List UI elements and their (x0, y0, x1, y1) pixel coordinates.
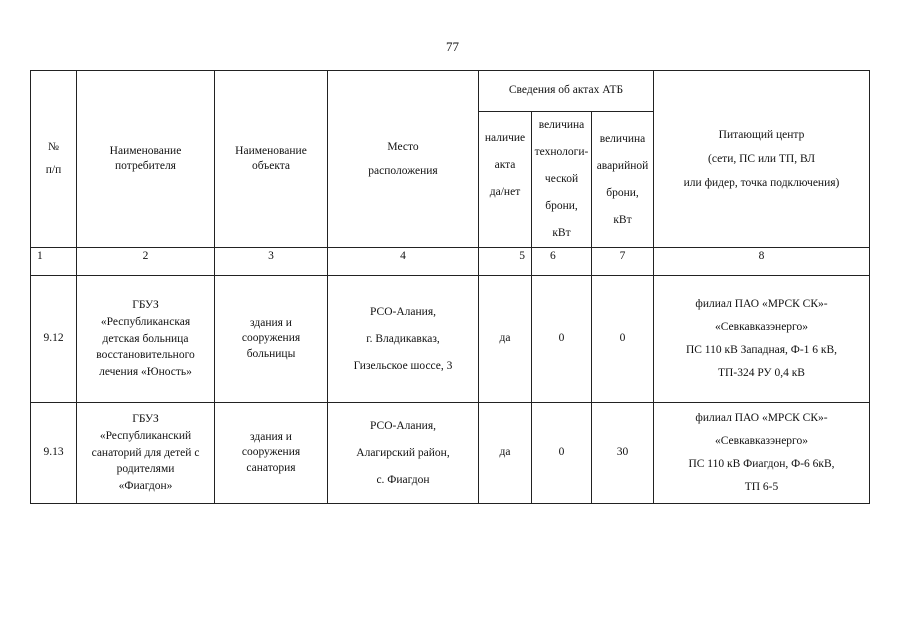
header-atb (479, 71, 654, 112)
column-number: 5 (479, 248, 532, 276)
row-location (328, 403, 479, 504)
header-num-text: № п/п (45, 141, 62, 177)
header-emergency (592, 112, 654, 248)
row-center-text: филиал ПАО «МРСК СК»- «Севкавказэнерго» ПС 110 кВ Западная, Ф-1 6 кВ, ТП-324 РУ 0,4 кВ (685, 298, 838, 380)
row-location (328, 276, 479, 403)
row-consumer-text: ГБУЗ «Республиканский санаторий для детей с родителями «Фиагдон» (91, 413, 200, 493)
row-center-text: филиал ПАО «МРСК СК»- «Севкавказэнерго» ПС 110 кВ Фиагдон, Ф-6 6кВ, ТП 6-5 (688, 412, 835, 494)
column-number: 3 (215, 248, 328, 276)
row-object (215, 403, 328, 504)
table-row (31, 403, 870, 504)
header-atb-text: Сведения об актах АТБ (508, 84, 624, 97)
page-number: 77 (446, 39, 459, 54)
row-tech: 0 (532, 276, 592, 403)
header-consumer (77, 71, 215, 248)
header-consumer-text: Наименование потребителя (109, 144, 182, 173)
column-number-row (31, 248, 870, 276)
header-num (31, 71, 77, 248)
row-act: да (479, 276, 532, 403)
row-location-text: РСО-Алания, г. Владикавказ, Гизельское шоссе, 3 (353, 305, 453, 372)
header-object-text: Наименование объекта (235, 144, 307, 173)
column-number: 4 (328, 248, 479, 276)
row-consumer (77, 403, 215, 504)
column-number: 1 (31, 248, 77, 276)
row-consumer (77, 276, 215, 403)
column-number: 8 (654, 248, 870, 276)
header-center-text: Питающий центр (сети, ПС или ТП, ВЛ или фидер, точка подключения) (683, 128, 840, 190)
row-emergency: 30 (592, 403, 654, 504)
row-object-text: здания и сооружения больницы (241, 316, 301, 360)
row-object (215, 276, 328, 403)
column-number: 6 (532, 248, 592, 276)
row-center (654, 403, 870, 504)
header-location (328, 71, 479, 248)
header-act-text: наличие акта да/нет (484, 132, 526, 199)
table-row (31, 276, 870, 403)
header-location-text: Место расположения (368, 140, 438, 178)
header-center (654, 71, 870, 248)
row-tech: 0 (532, 403, 592, 504)
row-consumer-text: ГБУЗ «Республиканская детская больница восстановительного лечения «Юность» (96, 299, 195, 379)
row-center (654, 276, 870, 403)
row-emergency: 0 (592, 276, 654, 403)
row-num: 9.12 (31, 276, 77, 403)
row-num: 9.13 (31, 403, 77, 504)
row-object-text: здания и сооружения санатория (241, 430, 301, 474)
column-number: 7 (592, 248, 654, 276)
header-act (479, 112, 532, 248)
row-act: да (479, 403, 532, 504)
header-tech-text: величина технологи- ческой брони, кВт (534, 119, 589, 240)
header-object (215, 71, 328, 248)
header-emergency-text: величина аварийной брони, кВт (596, 132, 649, 226)
column-number: 2 (77, 248, 215, 276)
consumer-table (30, 70, 870, 504)
header-tech (532, 112, 592, 248)
row-location-text: РСО-Алания, Алагирский район, с. Фиагдон (356, 419, 450, 486)
